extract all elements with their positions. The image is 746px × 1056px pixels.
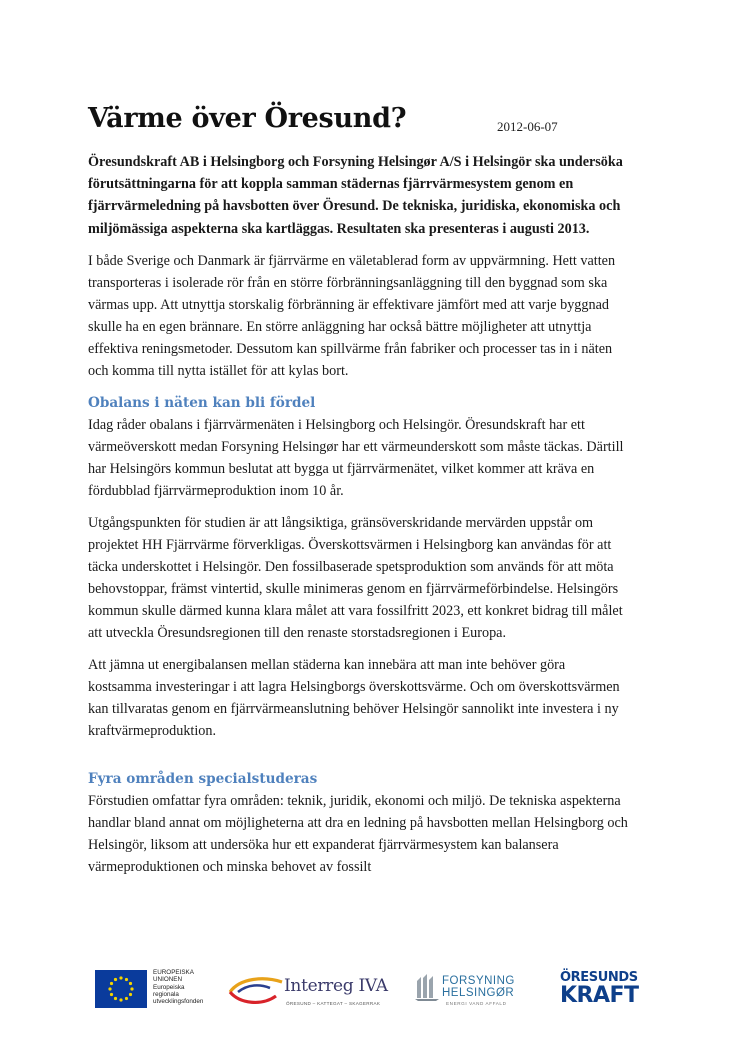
title-row <box>88 103 668 143</box>
interreg-logo-text: Interreg IVA <box>284 976 388 996</box>
section-heading-fyra-omraden: Fyra områden specialstuderas <box>88 770 318 787</box>
section1-paragraph-2: Utgångspunkten för studien är att långsiktiga, gränsöverskridande mervärden uppstår om projektet HH Fjärrvärme förverkligas. Överskottsvärmen i Helsingborg kan användas för att täcka underskottet i Helsingör. Den fossilbaserade spetsproduktion som används för att möta behovstoppar, främst vintertid, skulle minimeras genom en fjärrvärmeförbindelse. Helsingörs kommun skulle därmed kunna klara målet att vara fossilfritt 2023, ett konkret bidrag till målet att utveckla Öresundsregionen till den renaste storstadsregionen i Europa. <box>88 514 623 641</box>
eu-logo-text: EUROPEISKA UNIONEN Europeiska regionala utvecklingsfonden <box>153 969 204 1006</box>
eu-stars-icon <box>95 970 147 1008</box>
oresundskraft-logo-line1: ÖRESUNDS <box>560 970 638 985</box>
interreg-swoosh-icon <box>226 972 284 1010</box>
intro-paragraph: I både Sverige och Danmark är fjärrvärme en väletablerad form av uppvärmning. Hett vatten transporteras i isolerade rör från en större förbränningsanläggning till den byggnad som ska värmas upp. Att utnyttja storskalig förbränning är effektivare jämfört med att varje byggnad skulle ha en egen brännare. En större anläggning har också bättre möjligheter att utnyttja effektiva reningsmetoder. Dessutom kan spillvärme från fabriker och processer tas in i näten och komma till nytta istället för att kylas bort. <box>88 252 616 379</box>
document-date: 2012-06-07 <box>497 119 558 134</box>
eu-flag-logo <box>95 970 147 1008</box>
section2-paragraph-1: Förstudien omfattar fyra områden: teknik, juridik, ekonomi och miljö. De tekniska aspekterna handlar bland annat om möjligheterna att dra en ledning på havsbotten mellan Helsingborg och Helsingör, liksom att undersöka hur ett expanderat fjärrvärmesystem kan balansera värmeproduktionen och minska behovet av fossilt <box>88 792 628 875</box>
document-body <box>88 151 628 878</box>
section-heading-obalans: Obalans i näten kan bli fördel <box>88 394 316 411</box>
forsyning-logo-line1: FORSYNING <box>442 975 515 987</box>
forsyning-ship-icon <box>414 972 440 1002</box>
lead-paragraph: Öresundskraft AB i Helsingborg och Forsyning Helsingør A/S i Helsingör ska undersöka förutsättningarna för att koppla samman städernas fjärrvärmesystem genom en fjärrvärmeledning på havsbotten över Öresund. De tekniska, juridiska, ekonomiska och miljömässiga aspekterna ska kartläggas. Resultaten ska presenteras i augusti 2013. <box>88 154 623 237</box>
interreg-subtitle: ÖRESUND – KATTEGAT – SKAGERRAK <box>286 1001 381 1006</box>
page-title: Värme över Öresund? <box>88 103 407 134</box>
section1-paragraph-3: Att jämna ut energibalansen mellan städerna kan innebära att man inte behöver göra kostsamma investeringar i att lagra Helsingborgs överskottsvärme. Och om överskottsvärmen kan tillvaratas genom en fjärrvärmeanslutning behöver Helsingör sannolikt inte investera i ny kraftvärmeproduktion. <box>88 656 620 739</box>
footer-logos <box>0 968 746 1018</box>
oresundskraft-logo-line2: KRAFT <box>560 983 639 1008</box>
forsyning-logo-line2: HELSINGØR <box>442 987 515 999</box>
forsyning-logo-sub: ENERGI VAND AFFALD <box>446 1001 507 1006</box>
section1-paragraph-1: Idag råder obalans i fjärrvärmenäten i Helsingborg och Helsingör. Öresundskraft har ett värmeöverskott medan Forsyning Helsingør har ett värmeunderskott som måste täckas. Därtill har Helsingörs kommun beslutat att bygga ut fjärrvärmenätet, vilket kommer att kräva en fördubblad fjärrvärmeproduktion inom 10 år. <box>88 416 624 499</box>
